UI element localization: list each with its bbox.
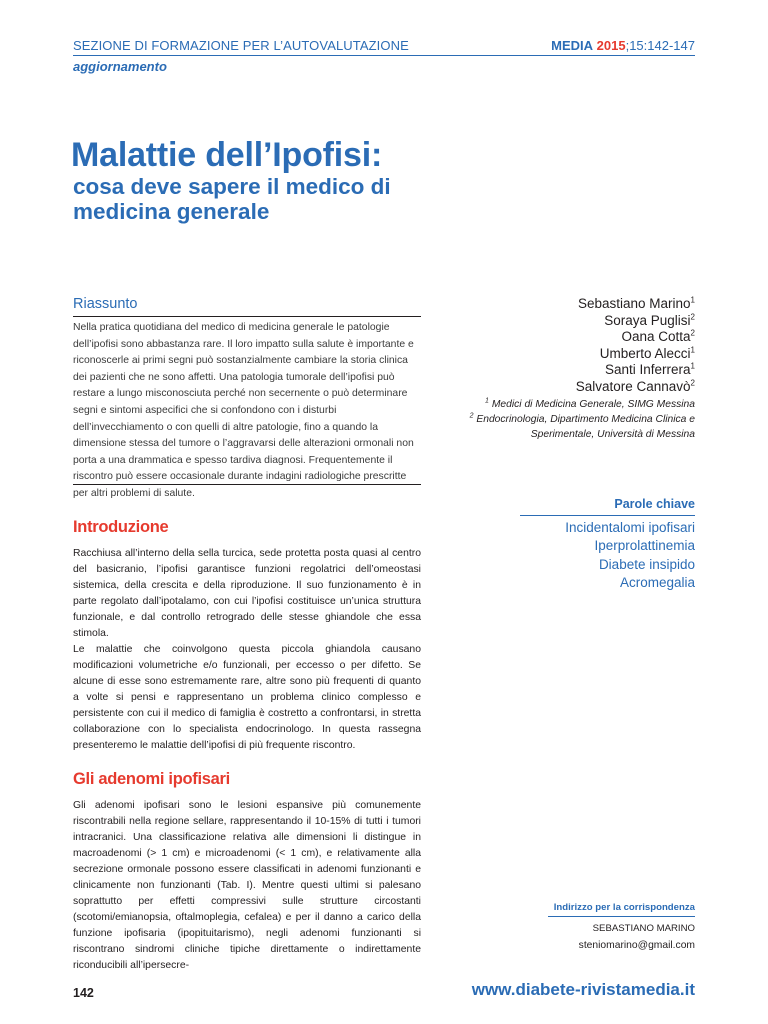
keyword: Acromegalia xyxy=(619,575,695,591)
affiliation: $^1$ Medici di Medicina Generale, SIMG Messina xyxy=(485,397,695,410)
adenomi-heading: Gli adenomi ipofisari xyxy=(73,770,230,788)
author: Oana Cotta$^2$ xyxy=(621,328,695,345)
correspondence-rule xyxy=(548,916,695,917)
affiliation: $^2$ Endocrinologia, Dipartimento Medicina Clinica e Sperimentale, Università di Messina xyxy=(469,412,695,440)
journal-year: 2015 xyxy=(596,38,626,53)
introduction-paragraph-1: Racchiusa all’interno della sella turcica, sede protetta posta quasi al centro del basicranio, l’ipofisi garantisce funzioni regolatrici dell’omeostasi sistemica, della crescita e della riproduzione. Il suo funzionamento è in parte regolato dall’ipotalamo, con cui l’ipofisi costituisce un’unica struttura funzionale, e dal controllo retrogrado delle stesse ghiandole che essa stimola. xyxy=(73,548,421,639)
abstract-rule-top xyxy=(73,316,421,317)
keywords-heading: Parole chiave xyxy=(614,497,695,511)
introduction-body xyxy=(73,546,421,754)
website-link[interactable]: www.diabete-rivistamedia.it xyxy=(471,980,695,999)
journal-name: MEDIA xyxy=(551,38,594,53)
correspondence-heading: Indirizzo per la corrispondenza xyxy=(553,902,695,913)
keyword: Iperprolattinemia xyxy=(594,538,695,554)
author: Santi Inferrera$^1$ xyxy=(605,361,695,378)
article-category: aggiornamento xyxy=(73,59,167,74)
journal-ref: ;15:142-147 xyxy=(625,38,695,53)
affiliations xyxy=(435,397,695,442)
adenomi-body xyxy=(73,798,421,974)
article-subtitle: cosa deve sapere il medico di medicina generale xyxy=(73,174,391,224)
page-number: 142 xyxy=(73,986,94,1000)
author: Soraya Puglisi$^2$ xyxy=(604,312,695,328)
article-title: Malattie dell’Ipofisi: xyxy=(71,136,383,174)
keywords-list xyxy=(565,519,695,593)
header-rule xyxy=(73,55,695,56)
keyword: Diabete insipido xyxy=(598,556,695,572)
abstract-text: Nella pratica quotidiana del medico di medicina generale le patologie dell’ipofisi sono abbastanza rare. Il loro impatto sulla salute è importante e riconoscerle ai primi segni può sostanzialmente cambiare la storia clinica dei pazienti che ne sono affetti. Una patologia tumorale dell’ipofisi può restare a lungo misconosciuta perché non secernente o può determinare segni e sintomi aspecifici che si confondono con i disturbi dell’invecchiamento o con quelli di altre patologie, fino a quando la dimensione stessa del tumore o l’aggravarsi delle alterazioni ormonali non porta a una drammatica e spesso tardiva diagnosi. Frequentemente il riscontro può essere occasionale durante indagini radiologiche prescritte per altri problemi di salute. xyxy=(73,322,414,499)
abstract-heading: Riassunto xyxy=(73,296,138,312)
author: Sebastiano Marino$^1$ xyxy=(577,295,695,311)
keyword: Incidentalomi ipofisari xyxy=(565,520,695,535)
adenomi-paragraph: Gli adenomi ipofisari sono le lesioni espansive più comunemente riscontrabili nella regione sellare, rappresentando il 10-15% di tutti i tumori intracranici. Una classificazione relativa alle dimensioni li distingue in macroadenomi (> 1 cm) e microadenomi (< 1 cm), e relativamente alla secrezione ormonale possono essere classificati in adenomi funzionanti e clinicamente non funzionanti (Tab. I). Mentre questi ultimi si palesano soprattutto per effetti compressivi sulle strutture circostanti (scotomi/emianopsia, oftalmoplegia, cefalea) e per il danno a carico della funzione ipofisaria (ipopituitarismo), negli adenomi funzionanti si riscontrano sindromi cliniche tipiche direttamente o indirettamente riconducibili all’ipersecre- xyxy=(73,800,421,971)
correspondence-name: SEBASTIANO MARINO xyxy=(592,923,695,934)
author: Salvatore Cannavò$^2$ xyxy=(575,378,695,394)
introduction-heading: Introduzione xyxy=(73,518,169,536)
journal-citation xyxy=(551,38,695,53)
abstract-rule-bottom xyxy=(73,484,421,485)
author: Umberto Alecci$^1$ xyxy=(599,345,695,361)
author-list xyxy=(576,296,695,396)
keywords-rule xyxy=(520,515,695,516)
section-label: SEZIONE DI FORMAZIONE PER L’AUTOVALUTAZIONE xyxy=(73,38,409,53)
introduction-paragraph-2: Le malattie che coinvolgono questa piccola ghiandola causano modificazioni volumetriche e/o funzionali, per eccesso o per difetto. Se alcune di esse sono estremamente rare, altre sono più frequenti di quanto a volte si pensi e rappresentano un problema clinico complesso e persistente con cui il medico di famiglia è costretto a confrontarsi, in stretta collaborazione con lo specialista endocrinologo. In questa rassegna presenteremo le malattie dell’ipofisi di più frequente riscontro. xyxy=(73,644,421,751)
correspondence-email[interactable]: steniomarino@gmail.com xyxy=(578,940,695,951)
